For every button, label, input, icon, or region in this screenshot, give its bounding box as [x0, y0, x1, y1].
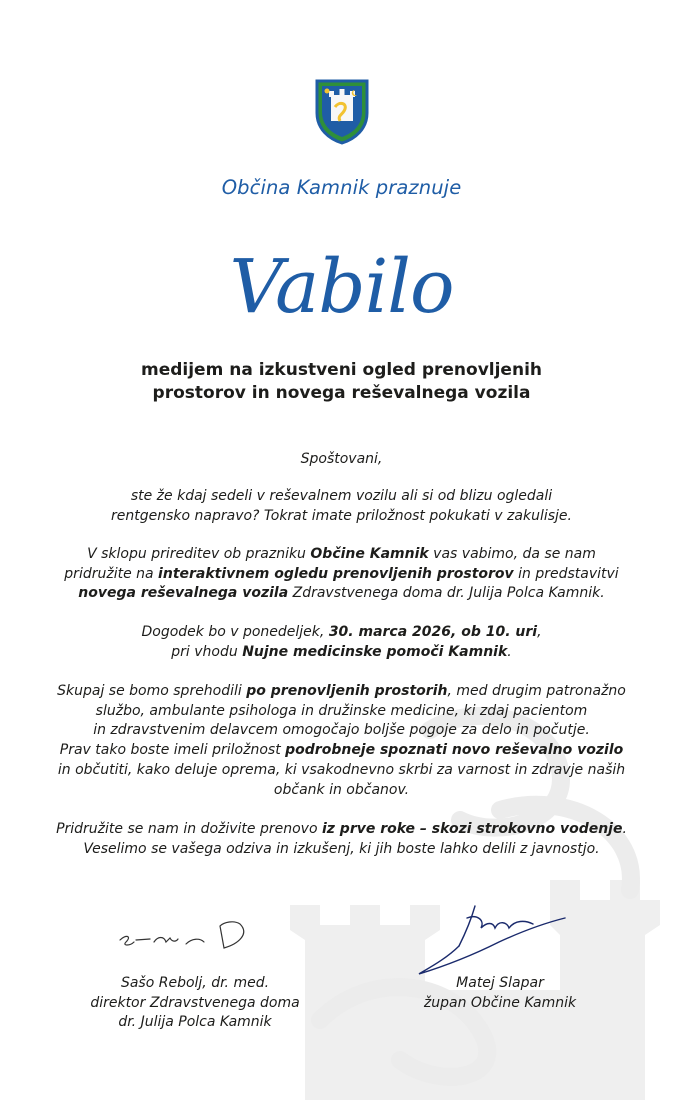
right-signatory [395, 974, 605, 1013]
signatory-role: dr. Julija Polca Kamnik [118, 1014, 272, 1030]
subtitle-line: medijem na izkustveni ogled prenovljenih [140, 360, 542, 380]
text-line: Veselimo se vašega odziva in izkušenj, ki jih boste lahko delili z javnostjo. [83, 840, 600, 857]
paragraph-tour [40, 682, 643, 800]
text-line: ste že kdaj sedeli v reševalnem vozilu ali si od blizu ogledali [130, 488, 553, 504]
text-line: Dogodek bo v ponedeljek, 30. marca 2026, ob 10. uri, [141, 624, 542, 640]
greeting-text: Spoštovani, [300, 451, 383, 467]
right-signature-icon [415, 900, 570, 980]
paragraph-intro [40, 487, 643, 526]
text-line: Prav tako boste imeli priložnost podrobneje spoznati novo reševalno vozilo [59, 742, 624, 759]
greeting [40, 450, 643, 470]
invitation-heading: Vabilo [229, 244, 454, 330]
left-signatory [80, 974, 310, 1033]
text-line: rentgensko napravo? Tokrat imate priložnost pokukati v zakulisje. [111, 507, 572, 524]
left-signature-icon [112, 912, 262, 956]
text-line: in zdravstvenim delavcem omogočajo boljše pogoje za delo in počutje. [93, 722, 590, 739]
paragraph-invitation [40, 545, 643, 604]
paragraph-event-details [40, 623, 643, 662]
paragraph-closing [40, 820, 643, 859]
text-line: in občutiti, kako deluje oprema, ki vsakodnevno skrbi za varnost in zdravje naših [57, 761, 626, 778]
text-line: pri vhodu Nujne medicinske pomoči Kamnik. [171, 643, 512, 660]
text-line: pridružite na interaktivnem ogledu prenovljenih prostorov in predstavitvi [64, 565, 619, 582]
subtitle-line: prostorov in novega reševalnega vozila [152, 383, 531, 403]
signatory-role: direktor Zdravstvenega doma [90, 994, 300, 1011]
text-line: novega reševalnega vozila Zdravstvenega doma dr. Julija Polca Kamnik. [78, 585, 605, 602]
kamnik-coat-of-arms-icon [313, 77, 371, 145]
text-line: Skupaj se bomo sprehodili po prenovljenih prostorih, med drugim patronažno [57, 683, 626, 699]
text-line: Pridružite se nam in doživite prenovo iz prve roke – skozi strokovno vodenje. [56, 821, 627, 837]
signatory-name: Sašo Rebolj, dr. med. [120, 975, 270, 991]
invitation-subtitle [0, 359, 683, 405]
signatory-role: župan Občine Kamnik [423, 994, 577, 1011]
organization-title: Občina Kamnik praznuje [221, 176, 462, 199]
text-line: občank in občanov. [273, 781, 410, 798]
text-line: službo, ambulante psihologa in družinske medicine, ki zdaj pacientom [95, 702, 588, 719]
signatory-name: Matej Slapar [456, 975, 544, 991]
text-line: V sklopu prireditev ob prazniku Občine Kamnik vas vabimo, da se nam [87, 546, 596, 562]
